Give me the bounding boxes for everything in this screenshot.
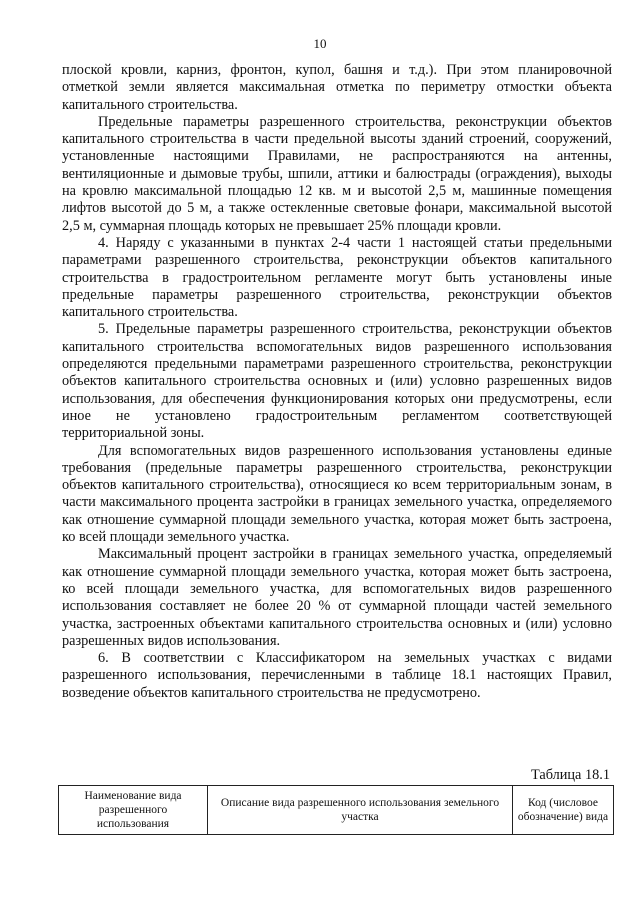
paragraph-item-4: 4. Наряду с указанными в пунктах 2-4 части 1 настоящей статьи предельными параметрами разрешенного строительства, реконструкции объектов капитального строительства в градостроительном регламенте могут быть установлены иные предельные параметры разрешенного строительства, реконструкции объектов капитального строительства. bbox=[62, 234, 612, 321]
document-body bbox=[62, 62, 612, 702]
table-header-cell: Описание вида разрешенного использования земельного участка bbox=[208, 786, 513, 835]
table-header-cell: Код (числовое обозначение) вида bbox=[513, 786, 614, 835]
table-header-cell: Наименование вида разрешенного использования bbox=[59, 786, 208, 835]
land-use-table bbox=[58, 785, 614, 835]
table-header-row bbox=[59, 786, 614, 835]
paragraph-item-6: 6. В соответствии с Классификатором на земельных участках с видами разрешенного использования, перечисленными в таблице 18.1 настоящих Правил, возведение объектов капитального строительства не предусмотрено. bbox=[62, 650, 612, 701]
paragraph-height-exceptions: Предельные параметры разрешенного строительства, реконструкции объектов капитального строительства в части предельной высоты зданий строений, сооружений, установленные настоящими Правилами, не распространяются на антенны, вентиляционные и дымовые трубы, шпили, аттики и балюстрады (ограждения), выходы на кровлю максимальной площадью 12 кв. м и высотой 2,5 м, машинные помещения лифтов высотой до 5 м, а также остекленные световые фонари, максимальной высотой 2,5 м, суммарная площадь которых не превышает 25% площади кровли. bbox=[62, 113, 612, 234]
paragraph-max-coverage: Максимальный процент застройки в границах земельного участка, определяемый как отношение суммарной площади земельного участка, которая может быть застроена, ко всей площади земельного участка, для вспомогательных видов разрешенного использования составляет не более 20 % от суммарной площади частей земельного участка, застроенных объектами капитального строительства основных и (или) условно разрешенных видов использования. bbox=[62, 546, 612, 649]
paragraph-auxiliary-requirements: Для вспомогательных видов разрешенного использования установлены единые требования (предельные параметры разрешенного строительства, реконструкции объектов капитального строительства), относящиеся ко всем территориальным зонам, в части максимального процента застройки в границах земельного участка, определяемого как отношение суммарной площади земельного участка, которая может быть застроена, ко всей площади земельного участка. bbox=[62, 442, 612, 546]
paragraph-item-5: 5. Предельные параметры разрешенного строительства, реконструкции объектов капитального строительства вспомогательных видов разрешенного использования определяются предельными параметрами разрешенного строительства, реконструкции объектов капитального строительства основных и (или) условно разрешенных видов использования, для обеспечения функционирования которых они предусмотрены, если иное не установлено градостроительным регламентом соответствующей территориальной зоны. bbox=[62, 321, 612, 442]
table-caption: Таблица 18.1 bbox=[530, 767, 610, 783]
paragraph-continuation: плоской кровли, карниз, фронтон, купол, башня и т.д.). При этом планировочной отметкой земли является максимальная отметка по периметру отмостки объекта капитального строительства. bbox=[62, 62, 612, 113]
page-number: 10 bbox=[313, 36, 327, 51]
